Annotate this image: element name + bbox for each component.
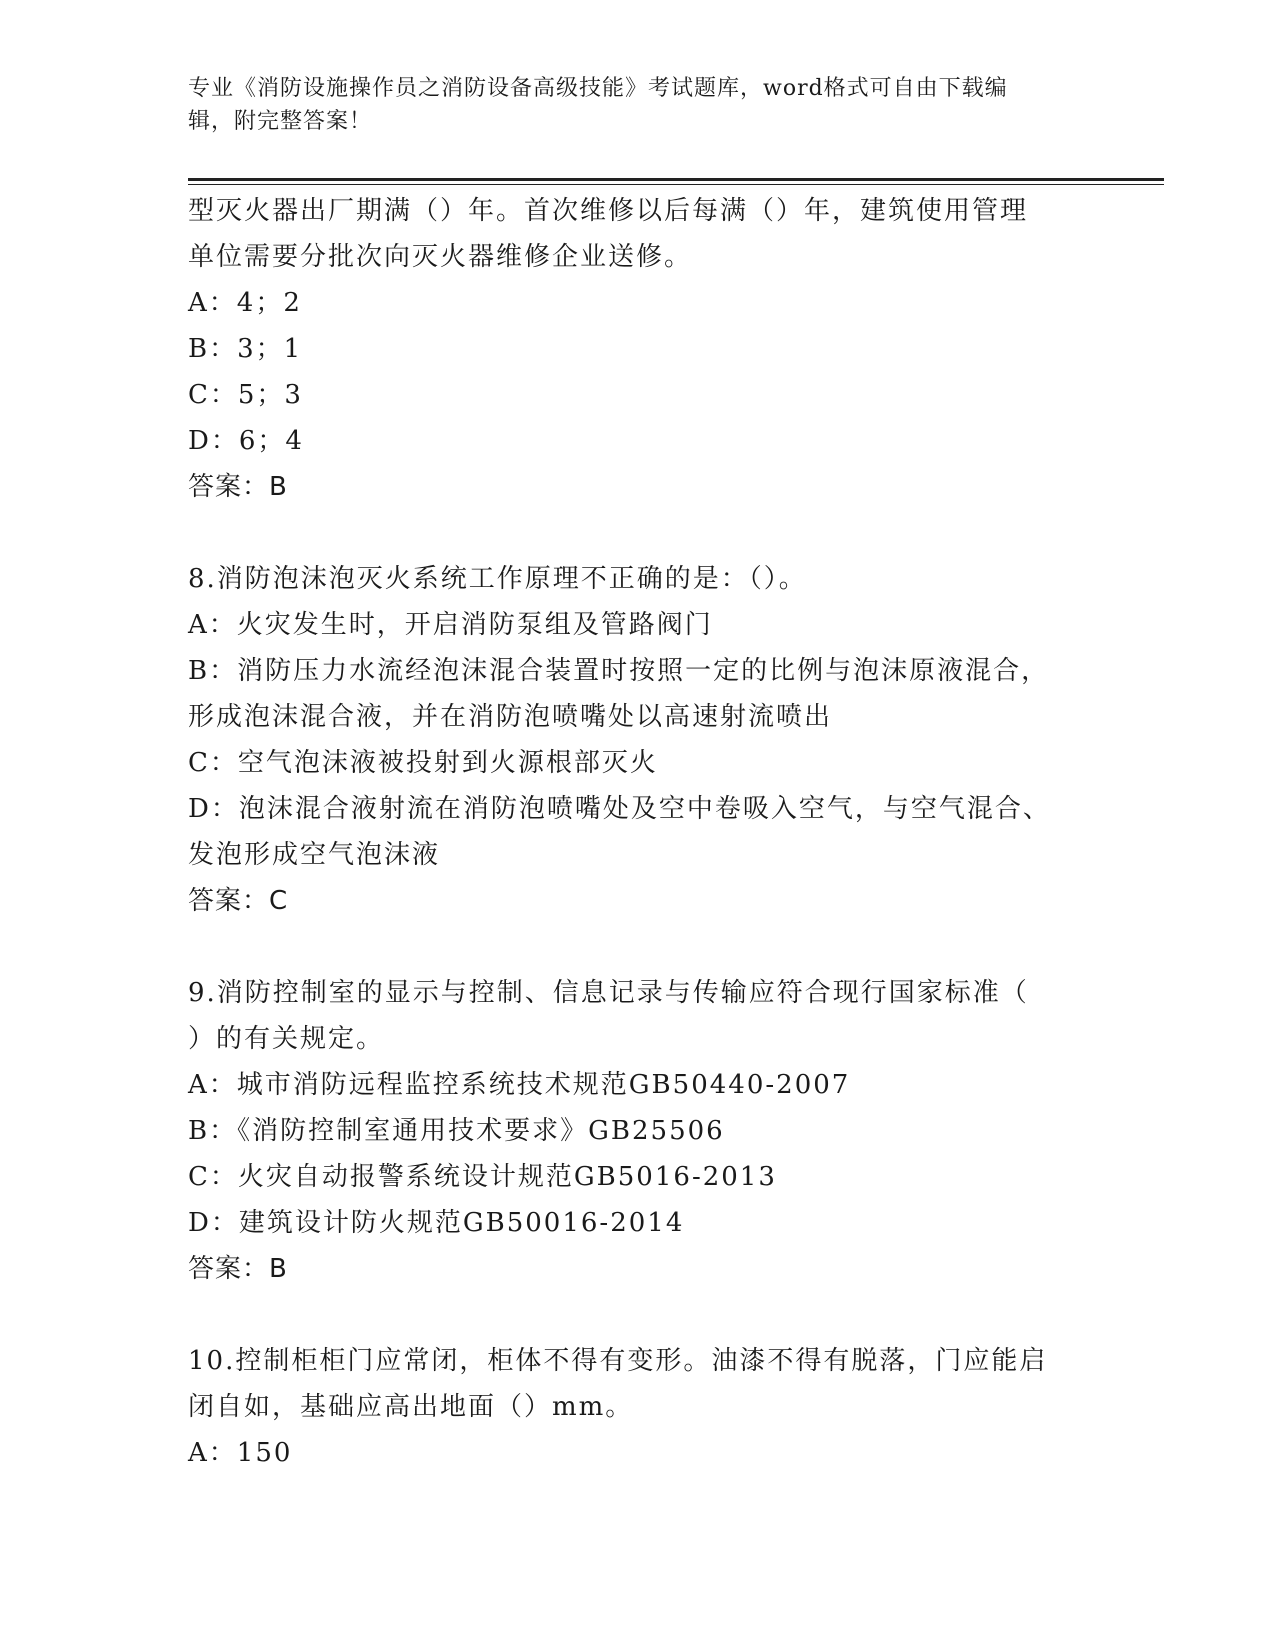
option-a: A：城市消防远程监控系统技术规范GB50440-2007 [188,1070,851,1100]
option-c: C：空气泡沫液被投射到火源根部灭火 [188,748,658,778]
option-b: B：《消防控制室通用技术要求》GB25506 [188,1116,725,1146]
option-c: C：5；3 [188,380,303,410]
option-b-continued: 形成泡沫混合液，并在消防泡喷嘴处以高速射流喷出 [188,702,833,732]
option-d: D：建筑设计防火规范GB50016-2014 [188,1208,685,1238]
option-a: A：4；2 [188,288,302,318]
option-b: B：消防压力水流经泡沫混合装置时按照一定的比例与泡沫原液混合， [188,656,1050,686]
header-divider-thin [188,184,1164,185]
question-9 [188,970,1088,1292]
question-8 [188,556,1088,924]
header-line-2: 辑，附完整答案！ [188,109,373,134]
question-text: 10.控制柜柜门应常闭，柜体不得有变形。油漆不得有脱落，门应能启 [188,1346,1048,1376]
option-a: A：150 [188,1438,293,1468]
header-line-1: 专业《消防设施操作员之消防设备高级技能》考试题库，word格式可自由下载编 [188,76,1008,101]
option-b: B：3；1 [188,334,303,364]
spacer [188,1292,1088,1338]
spacer [188,510,1088,556]
question-text: 8.消防泡沫泡灭火系统工作原理不正确的是：（）。 [188,564,807,594]
question-7 [188,188,1088,510]
question-list [188,188,1088,1476]
question-text: 单位需要分批次向灭火器维修企业送修。 [188,242,693,272]
question-text: 型灭火器出厂期满（）年。首次维修以后每满（）年，建筑使用管理 [188,196,1029,226]
option-c: C：火灾自动报警系统设计规范GB5016-2013 [188,1162,777,1192]
option-a: A：火灾发生时，开启消防泵组及管路阀门 [188,610,713,640]
answer: 答案：C [188,886,289,916]
option-d-continued: 发泡形成空气泡沫液 [188,840,441,870]
option-d: D：泡沫混合液射流在消防泡喷嘴处及空中卷吸入空气，与空气混合、 [188,794,1051,824]
question-text: 9.消防控制室的显示与控制、信息记录与传输应符合现行国家标准（ [188,978,1029,1008]
question-10 [188,1338,1088,1476]
answer: 答案：B [188,1254,288,1284]
document-header [188,72,1068,138]
spacer [188,924,1088,970]
header-divider-thick [188,178,1164,181]
option-d: D：6；4 [188,426,304,456]
answer: 答案：B [188,472,288,502]
question-text: ）的有关规定。 [188,1024,385,1054]
question-text: 闭自如，基础应高出地面（）mm。 [188,1392,634,1422]
